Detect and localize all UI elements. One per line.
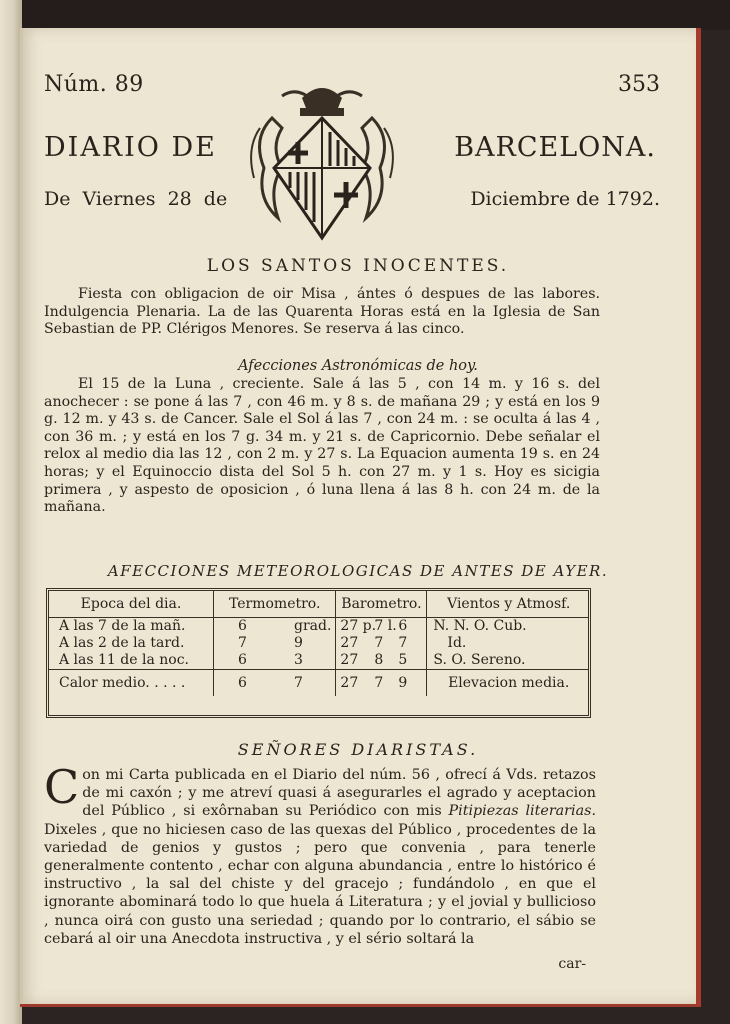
letter-text-start: on mi Carta publicada en el Diario del núm. 56 , ofrecí á Vds. retazos de mi caxón ; y me atreví quasi á asegurarles el agrado y aceptacion del Público , si exôrnaban su Periódico con mis [82, 767, 596, 820]
row-viento: Elevacion media. [427, 670, 588, 697]
termo-grad: 7 [238, 635, 247, 651]
termo-unit: 3 [294, 652, 303, 668]
letter-heading: SEÑORES DIARISTAS. [237, 740, 479, 759]
row-epoca: A las 7 de la mañ. [49, 618, 214, 636]
col-epoca: Epoca del dia. [49, 591, 214, 618]
baro-frac: 6 [398, 618, 408, 634]
letter-italic-title: Pitipiezas literarias. [448, 803, 596, 820]
baro-p: 27 p. [340, 618, 377, 634]
page-number: 353 [618, 72, 660, 97]
baro-l: 7 l. [374, 618, 397, 634]
termo-grad: 6 [238, 674, 247, 691]
baro-p: 27 [340, 652, 359, 668]
saint-of-the-day: LOS SANTOS INOCENTES. [206, 256, 510, 276]
row-epoca: A las 11 de la noc. [49, 652, 214, 670]
meteo-heading: AFECCIONES METEOROLOGICAS DE ANTES DE AYER. [107, 562, 609, 580]
table-row [49, 618, 588, 636]
barcelona-coat-of-arms-icon [242, 68, 402, 243]
astro-heading: Afecciones Astronómicas de hoy. [238, 358, 478, 374]
termo-unit: grad. [294, 618, 332, 634]
facing-page-edge [0, 0, 22, 1024]
row-viento: N. N. O. Cub. [433, 618, 527, 634]
row-termo [214, 618, 336, 636]
baro-p: 27 [340, 674, 359, 691]
row-viento: S. O. Sereno. [433, 652, 526, 668]
table-row [49, 652, 588, 670]
col-vientos: Vientos y Atmosf. [427, 591, 588, 618]
weather-table [46, 588, 591, 718]
letter-text-end: Dixeles , que no hiciesen caso de las quexas del Público , procedentes de la variedad de genios y gustos ; pero que convenia , para tenerle generalmente contento , echar con alguna abundancia , entre lo histórico é instructivo , la sal del chiste y del gracejo ; fundándolo , en que el ignorante abominará todo lo que huela á Literatura ; y el jovial y bullicioso , nunca oirá con gusto una seriedad ; quando por lo contrario, el sábio se cebará al oir una Anecdota instructiva , y el sério soltará la [44, 821, 596, 947]
termo-unit: 9 [294, 635, 303, 651]
table-row [49, 635, 588, 652]
row-baro [336, 670, 427, 697]
row-epoca: A las 2 de la tard. [49, 635, 214, 652]
feast-notice [44, 286, 600, 339]
row-termo [214, 635, 336, 652]
row-viento: Id. [447, 635, 467, 651]
row-termo [214, 670, 336, 697]
astro-section [44, 376, 600, 517]
weather-footer-row [49, 670, 588, 697]
row-baro [336, 635, 427, 652]
page-gutter [20, 28, 23, 1004]
termo-grad: 6 [238, 652, 247, 668]
date-month-year: Diciembre de 1792. [470, 188, 660, 210]
masthead-title-right: BARCELONA. [454, 132, 656, 163]
drop-cap: C [44, 760, 80, 814]
row-termo [214, 652, 336, 670]
baro-frac: 7 [398, 635, 408, 651]
issue-number: Núm. 89 [44, 72, 144, 97]
baro-l: 8 [374, 652, 384, 668]
baro-p: 27 [340, 635, 359, 651]
feast-text: Fiesta con obligacion de oir Misa , ántes ó despues de las labores. Indulgencia Plenaria. La de las Quarenta Horas está en la Iglesia de San Sebastian de PP. Clérigos Menores. Se reserva á las cinco. [44, 286, 600, 338]
baro-frac: 9 [398, 674, 408, 691]
newspaper-page [20, 28, 701, 1007]
catchword: car- [558, 956, 586, 972]
letter-body [44, 760, 596, 948]
masthead-title-left: DIARIO DE [44, 132, 217, 163]
termo-grad: 6 [238, 618, 247, 634]
date-weekday: De Viernes 28 de [44, 188, 228, 210]
weather-header-row [49, 591, 588, 618]
baro-l: 7 [374, 674, 384, 691]
baro-l: 7 [374, 635, 384, 651]
row-baro [336, 618, 427, 636]
col-barometro: Barometro. [336, 591, 427, 618]
col-termometro: Termometro. [214, 591, 336, 618]
scan-top-border [0, 0, 730, 30]
row-baro [336, 652, 427, 670]
astro-text: El 15 de la Luna , creciente. Sale á las 5 , con 14 m. y 16 s. del anochecer : se pone á las 7 , con 46 m. y 8 s. de mañana 29 ; y está en los 9 g. 12 m. y 43 s. de Cancer. Sale el Sol á las 7 , con 24 m. : se oculta á las 4 , con 36 m. ; y está en los 7 g. 34 m. y 21 s. de Capricornio. Debe señalar el relox al medio dia las 12 , con 2 m. y 27 s. La Equacion aumenta 19 s. en 24 horas; y el Equinoccio dista del Sol 5 h. con 27 m. y 1 s. Hoy es sicigia primera , y aspesto de oposicion , ó luna llena á las 8 h. con 24 m. de la mañana. [44, 376, 600, 516]
termo-unit: 7 [294, 674, 303, 691]
baro-frac: 5 [398, 652, 408, 668]
row-epoca: Calor medio. . . . . [49, 670, 214, 697]
